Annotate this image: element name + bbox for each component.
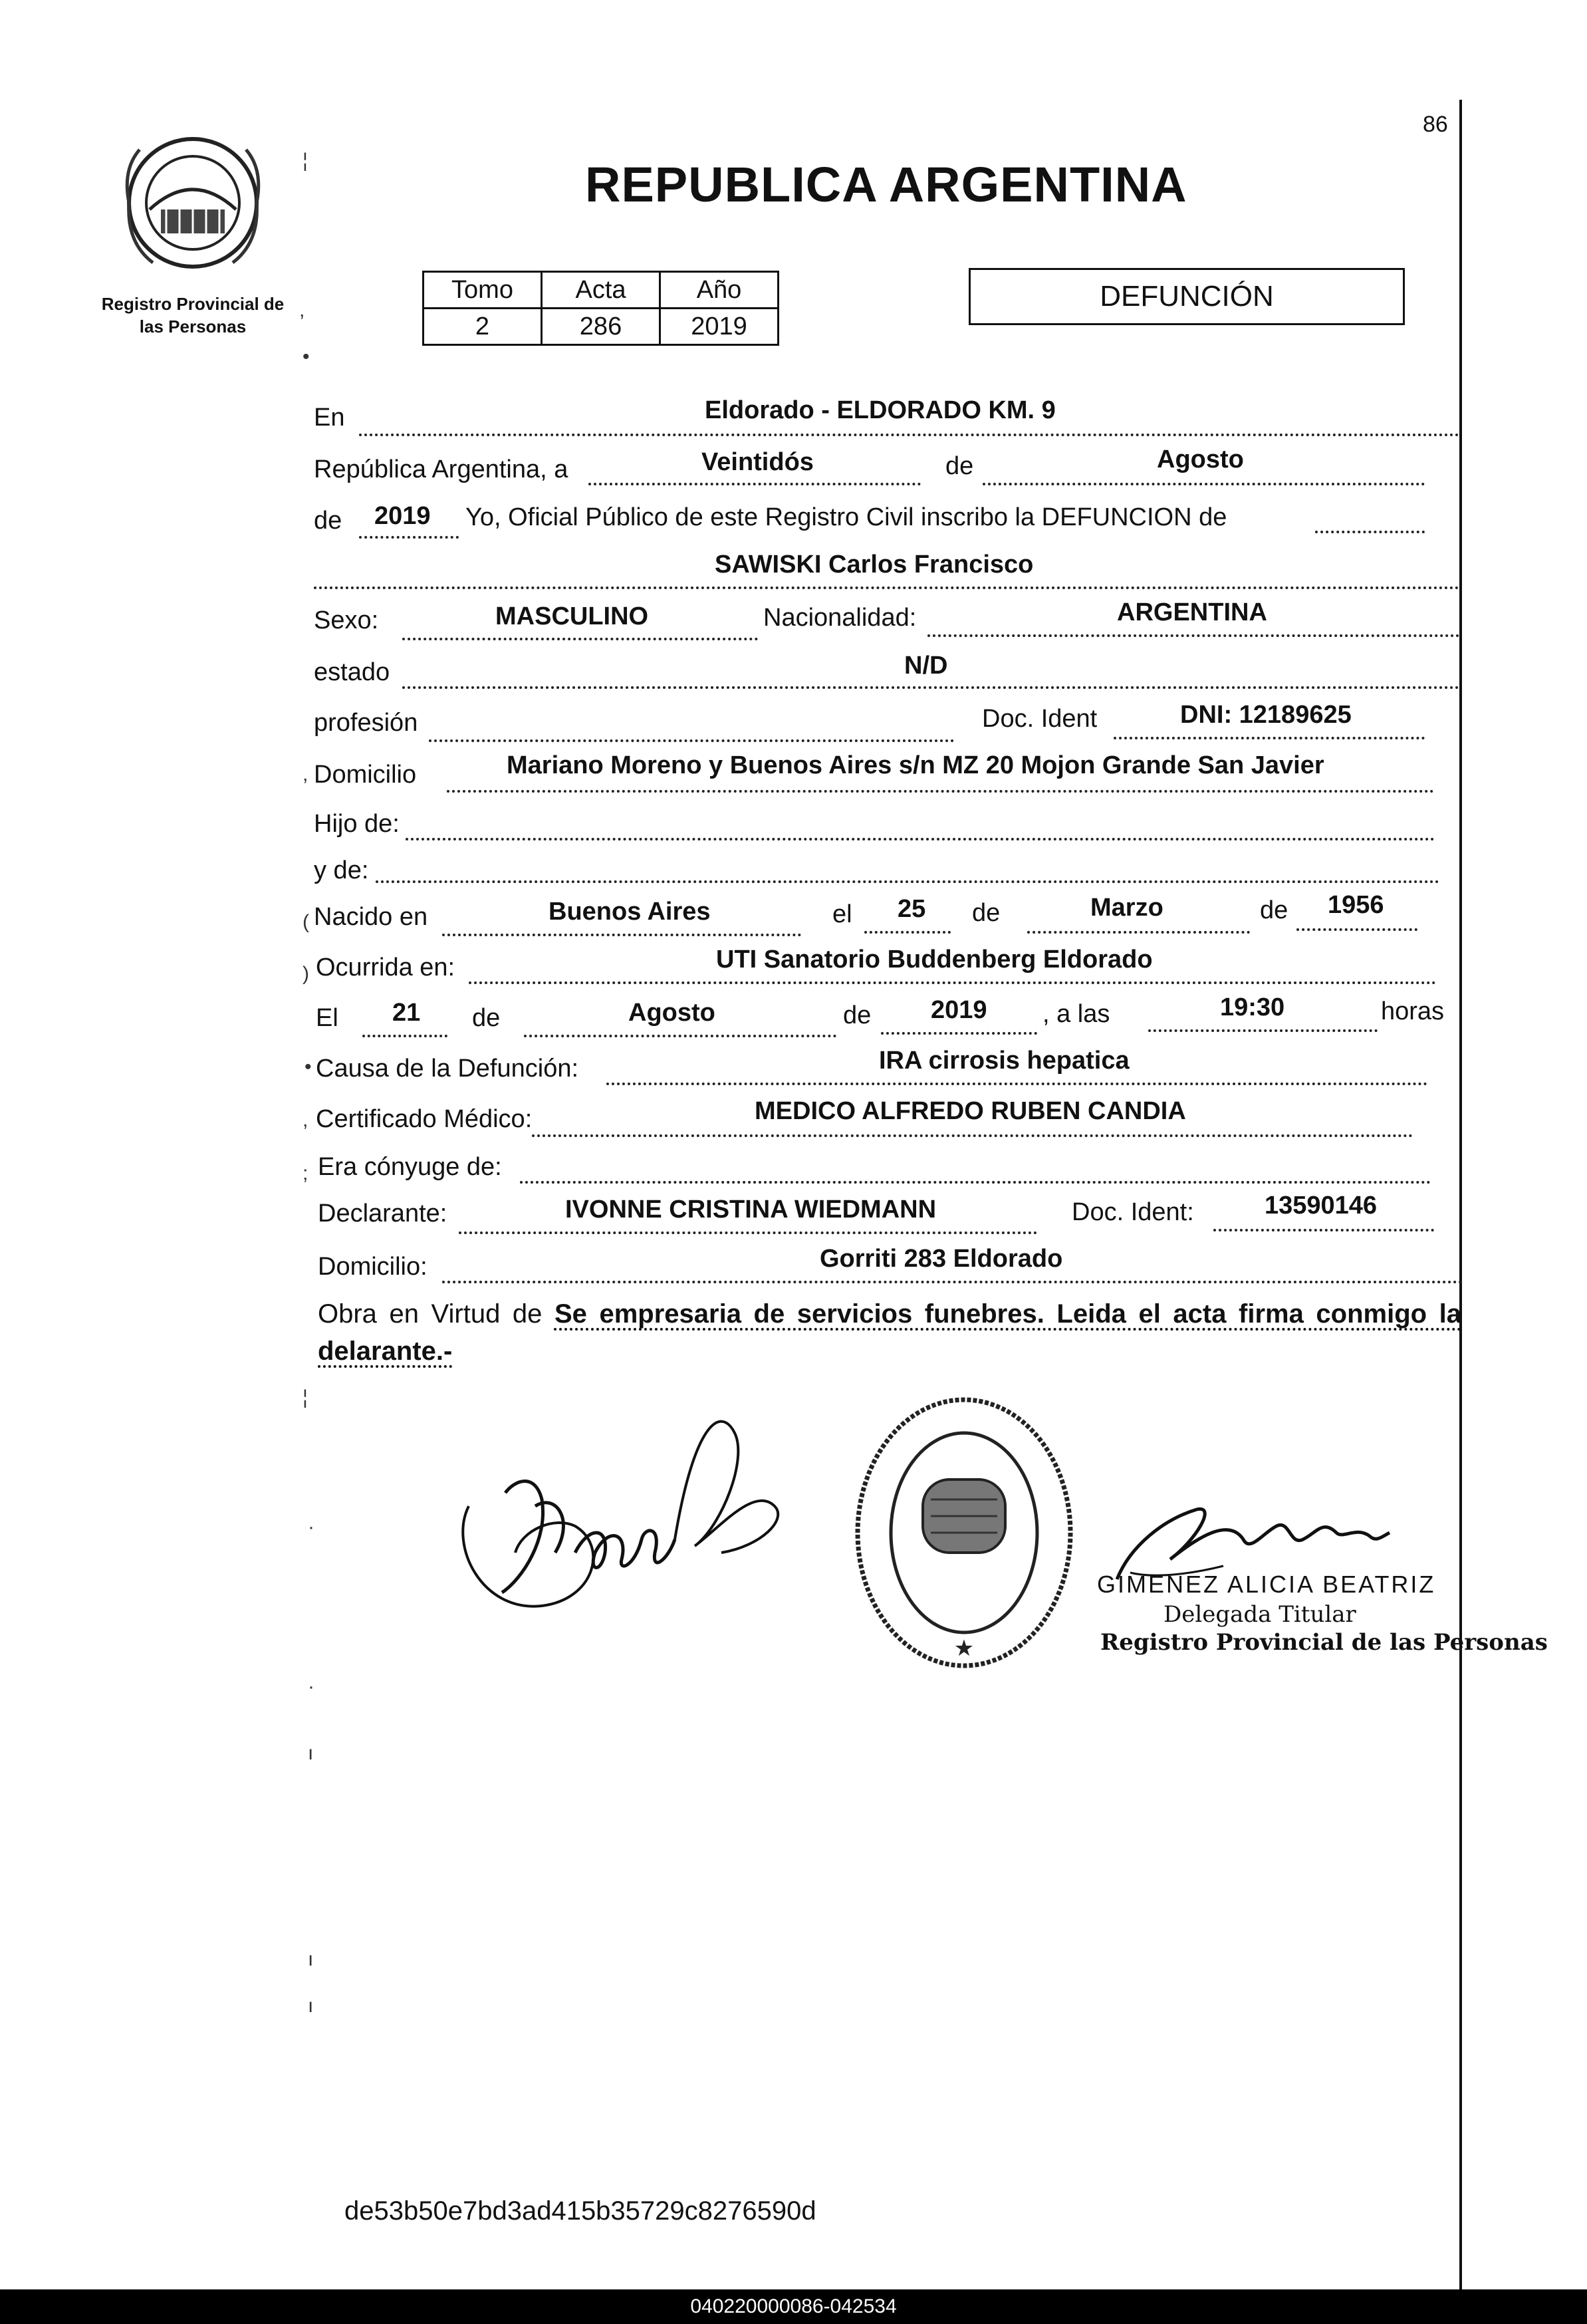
mes-value: Agosto: [1157, 446, 1244, 473]
page-title: REPUBLICA ARGENTINA: [585, 157, 1187, 212]
nac-mes-value: Marzo: [1090, 894, 1163, 922]
hora-value: 19:30: [1220, 993, 1285, 1021]
official-stamp-icon: [838, 1386, 1090, 1679]
svg-text:★: ★: [953, 1635, 975, 1662]
de-label-3: de: [972, 899, 1001, 927]
domicilio-value: Mariano Moreno y Buenos Aires s/n MZ 20 Mojon Grande San Javier: [507, 751, 1324, 779]
record-value-anio: 2019: [660, 309, 779, 345]
def-mes-value: Agosto: [628, 999, 715, 1027]
margin-tick: (: [303, 911, 309, 933]
hijo-label: Hijo de:: [314, 810, 400, 838]
hora-fill: [1148, 1027, 1378, 1032]
nac-mes-fill: [1027, 928, 1250, 934]
ocurrida-fill: [469, 979, 1436, 984]
nacionalidad-fill: [927, 632, 1459, 637]
domicilio2-label: Domicilio:: [318, 1253, 427, 1281]
yde-fill: [376, 878, 1439, 883]
sexo-fill: [402, 635, 758, 640]
nac-dia-fill: [864, 928, 951, 934]
record-header-tomo: Tomo: [424, 272, 542, 309]
record-table-header-row: [424, 272, 779, 309]
nombre-value: SAWISKI Carlos Francisco: [715, 551, 1034, 579]
de-label-5: de: [472, 1004, 501, 1032]
certificado-fill: [532, 1132, 1413, 1137]
obra-value: Se empresaria de servicios funebres. Leida el acta firma conmigo la delarante.-: [318, 1299, 1461, 1366]
record-type-box: DEFUNCIÓN: [969, 268, 1405, 325]
record-table: [422, 271, 779, 346]
de-label-2: de: [314, 507, 342, 535]
margin-tick: ¦: [303, 150, 308, 172]
margin-tick: •: [305, 1056, 312, 1078]
domicilio2-value: Gorriti 283 Eldorado: [820, 1245, 1063, 1273]
nac-anio-fill: [1296, 926, 1417, 931]
margin-tick: ·: [308, 1516, 314, 1538]
horas-label: horas: [1381, 997, 1445, 1025]
doc2-label: Doc. Ident:: [1072, 1198, 1194, 1226]
sexo-label: Sexo:: [314, 606, 379, 634]
def-dia-fill: [362, 1032, 447, 1037]
causa-label: Causa de la Defunción:: [316, 1055, 579, 1083]
footer-id: 040220000086-042534: [690, 2295, 897, 2317]
document-hash: de53b50e7bd3ad415b35729c8276590d: [344, 2196, 816, 2226]
nombre-fill: [314, 584, 1459, 589]
de-label-1: de: [945, 452, 974, 480]
el-label: el: [832, 900, 852, 928]
margin-tick: ı: [308, 1742, 314, 1764]
record-header-anio: Año: [660, 272, 779, 309]
margin-tick: •: [303, 346, 310, 368]
de-label-6: de: [843, 1001, 872, 1029]
signer-name: GIMENEZ ALICIA BEATRIZ: [1097, 1571, 1436, 1598]
registro-label-line1: Registro Provincial de: [101, 294, 285, 314]
margin-tick: ·: [308, 1676, 314, 1698]
profesion-fill: [429, 737, 954, 742]
nacionalidad-label: Nacionalidad:: [763, 604, 917, 632]
def-anio-fill: [881, 1029, 1037, 1035]
domicilio2-fill: [442, 1278, 1463, 1283]
margin-tick: ,: [303, 763, 308, 785]
republica-label: República Argentina, a: [314, 455, 568, 483]
doc2-value: 13590146: [1265, 1192, 1378, 1220]
right-margin-rule: [1459, 100, 1462, 2301]
inscribo-fill: [1315, 528, 1425, 533]
estado-label: estado: [314, 658, 390, 686]
estado-value: N/D: [904, 652, 948, 680]
margin-tick: ı: [308, 1995, 314, 2017]
el-label-2: El: [316, 1004, 338, 1032]
nac-anio-value: 1956: [1328, 891, 1384, 919]
domicilio-fill: [447, 787, 1434, 793]
def-anio-value: 2019: [931, 996, 987, 1024]
margin-tick: ): [303, 963, 309, 985]
hijo-fill: [406, 835, 1435, 840]
declarante-fill: [459, 1229, 1037, 1234]
profesion-label: profesión: [314, 709, 418, 737]
signer-role: Delegada Titular: [1163, 1601, 1356, 1628]
yde-label: y de:: [314, 856, 369, 884]
domicilio-label: Domicilio: [314, 761, 417, 789]
ocurrida-value: UTI Sanatorio Buddenberg Eldorado: [716, 946, 1153, 973]
doc2-fill: [1213, 1226, 1434, 1231]
provincial-seal-icon: [120, 130, 266, 276]
margin-tick: ı: [308, 1948, 314, 1970]
dia-fill: [588, 480, 921, 485]
margin-tick: ¦: [303, 1386, 308, 1408]
mes-fill: [983, 480, 1425, 485]
registro-label-line2: las Personas: [139, 317, 247, 336]
en-label: En: [314, 404, 345, 432]
margin-tick: ,: [303, 1109, 308, 1131]
page-number: 86: [1423, 112, 1448, 137]
nacido-label: Nacido en: [314, 903, 428, 931]
en-value: Eldorado - ELDORADO KM. 9: [705, 396, 1056, 424]
obra-label: Obra en Virtud de: [318, 1299, 543, 1329]
certificado-value: MEDICO ALFREDO RUBEN CANDIA: [755, 1097, 1186, 1125]
margin-tick: ,: [299, 299, 305, 321]
margin-tick: ;: [303, 1162, 308, 1184]
nac-dia-value: 25: [898, 895, 926, 923]
de-label-4: de: [1260, 896, 1288, 924]
en-fill: [359, 431, 1459, 436]
sexo-value: MASCULINO: [495, 602, 649, 630]
doc-value: DNI: 12189625: [1180, 701, 1352, 729]
def-mes-fill: [524, 1032, 836, 1037]
nacionalidad-value: ARGENTINA: [1117, 598, 1267, 626]
causa-value: IRA cirrosis hepatica: [879, 1047, 1130, 1075]
nacido-value: Buenos Aires: [549, 898, 711, 926]
conyuge-label: Era cónyuge de:: [318, 1153, 502, 1181]
declarante-value: IVONNE CRISTINA WIEDMANN: [565, 1196, 937, 1224]
anio-fill: [359, 533, 459, 539]
anio-value: 2019: [374, 502, 431, 530]
estado-fill: [402, 684, 1459, 689]
ocurrida-label: Ocurrida en:: [316, 954, 455, 981]
nacido-fill: [442, 931, 801, 936]
certificado-label: Certificado Médico:: [316, 1105, 533, 1133]
causa-fill: [606, 1080, 1427, 1085]
declarante-label: Declarante:: [318, 1200, 447, 1227]
signer-office: Registro Provincial de las Personas: [1100, 1629, 1548, 1656]
registro-label: [93, 293, 293, 338]
record-value-tomo: 2: [424, 309, 542, 345]
record-table-value-row: [424, 309, 779, 345]
conyuge-fill: [520, 1178, 1431, 1184]
alas-label: , a las: [1042, 1000, 1110, 1028]
inscribo-text: Yo, Oficial Público de este Registro Civil inscribo la DEFUNCION de: [465, 503, 1227, 531]
def-dia-value: 21: [392, 999, 421, 1027]
dia-value: Veintidós: [701, 448, 814, 476]
obra-paragraph: [318, 1295, 1461, 1370]
doc-label: Doc. Ident: [982, 705, 1098, 733]
record-header-acta: Acta: [542, 272, 660, 309]
declarant-signature: [442, 1393, 801, 1632]
doc-fill: [1114, 734, 1425, 739]
record-value-acta: 286: [542, 309, 660, 345]
